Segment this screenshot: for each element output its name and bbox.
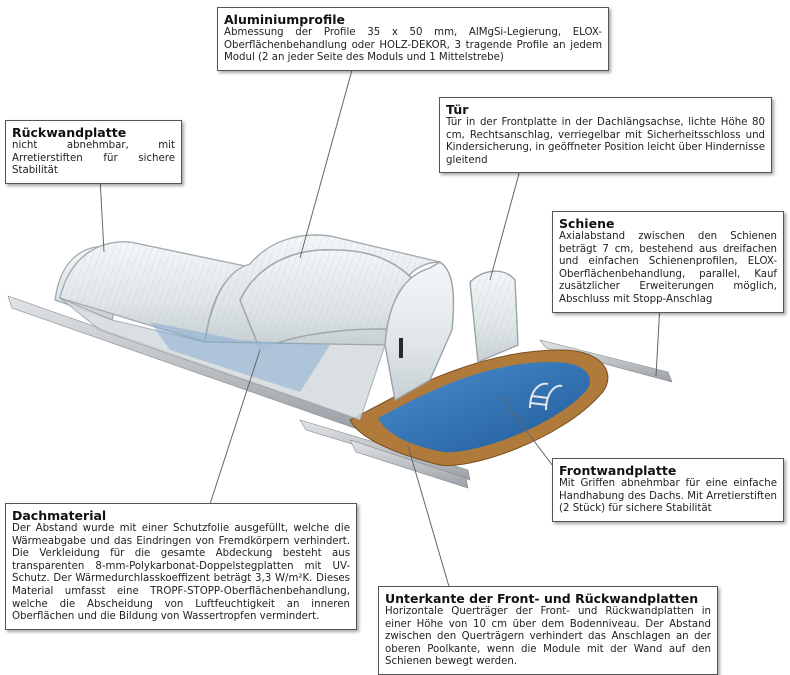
callout-dachmaterial-text: Der Abstand wurde mit einer Schutzfolie ausgefüllt, welche die Wärmeabgabe und das Eindringen von Fremdkörpern verhindert. Die Verkleidung für die gesamte Abdeckung besteht aus transparenten 8-mm-Polykarbonat-Doppelstegplatten mit UV-Schutz. Der Wärmedurchlasskoeffizent beträgt 3,3 W/m²K. Dieses Material umfasst eine TROPF-STOPP-Oberflächenbehandlung, welche die Abscheidung von Luftfeuchtigkeit an inneren Oberflächen und die Bildung von Wassertropfen vermindert. <box>12 523 350 623</box>
callout-aluminiumprofile-title: Aluminiumprofile <box>224 12 346 27</box>
callout-frontwandplatte-text: Mit Griffen abnehmbar für eine einfache Handhabung des Dachs. Mit Arretierstiften (2 Stück) für sichere Stabilität <box>559 478 777 515</box>
leader-aluminiumprofile <box>300 70 352 258</box>
callout-frontwandplatte-title: Frontwandplatte <box>559 463 677 478</box>
front-wall-handle <box>399 338 403 358</box>
callout-aluminiumprofile-text: Abmessung der Profile 35 x 50 mm, AlMgSi-Legierung, ELOX-Oberflächenbehandlung oder HOLZ-DEKOR, 3 tragende Profile an jedem Modul (2 an jeder Seite des Moduls und 1 Mittelstrebe) <box>224 27 602 64</box>
callout-tuer-title: Tür <box>446 102 469 117</box>
callout-frontwandplatte <box>552 458 784 522</box>
callout-dachmaterial-title: Dachmaterial <box>12 508 107 523</box>
callout-unterkante-text: Horizontale Querträger der Front- und Rückwandplatten in einer Höhe von 10 cm über dem Bodenniveau. Der Abstand zwischen den Querträgern verhindert das Anschlagen an der oberen Poolkante, wenn die Module mit der Wand auf den Schienen bewegt werden. <box>385 606 711 668</box>
callout-dachmaterial <box>5 503 357 630</box>
leader-tuer <box>490 170 520 280</box>
callout-aluminiumprofile <box>217 7 609 71</box>
callout-unterkante <box>378 586 718 675</box>
leader-rueckwandplatte <box>100 178 104 252</box>
callout-rueckwandplatte-title: Rückwandplatte <box>12 125 127 140</box>
callout-schiene <box>552 211 784 313</box>
callout-schiene-text: Axialabstand zwischen den Schienen beträgt 7 cm, bestehend aus dreifachen und einfachen Schienenprofilen, ELOX-Oberflächenbehandlung, parallel, Kauf zusätzlicher Erweiterungen möglich, Abschluss mit Stopp-Anschlag <box>559 231 777 305</box>
callout-rueckwandplatte-text: nicht abnehmbar, mit Arretierstiften für sichere Stabilität <box>12 140 175 177</box>
callout-rueckwandplatte <box>5 120 182 184</box>
leader-schiene <box>656 304 660 376</box>
callout-schiene-title: Schiene <box>559 216 615 231</box>
callout-tuer-text: Tür in der Frontplatte in der Dachlängsachse, lichte Höhe 80 cm, Rechtsanschlag, verriegelbar mit Sicherheitsschloss und Kindersicherung, in geöffneter Position leicht über Hindernisse gleitend <box>446 117 765 166</box>
callout-tuer <box>439 97 772 173</box>
callout-unterkante-title: Unterkante der Front- und Rückwandplatten <box>385 591 699 606</box>
